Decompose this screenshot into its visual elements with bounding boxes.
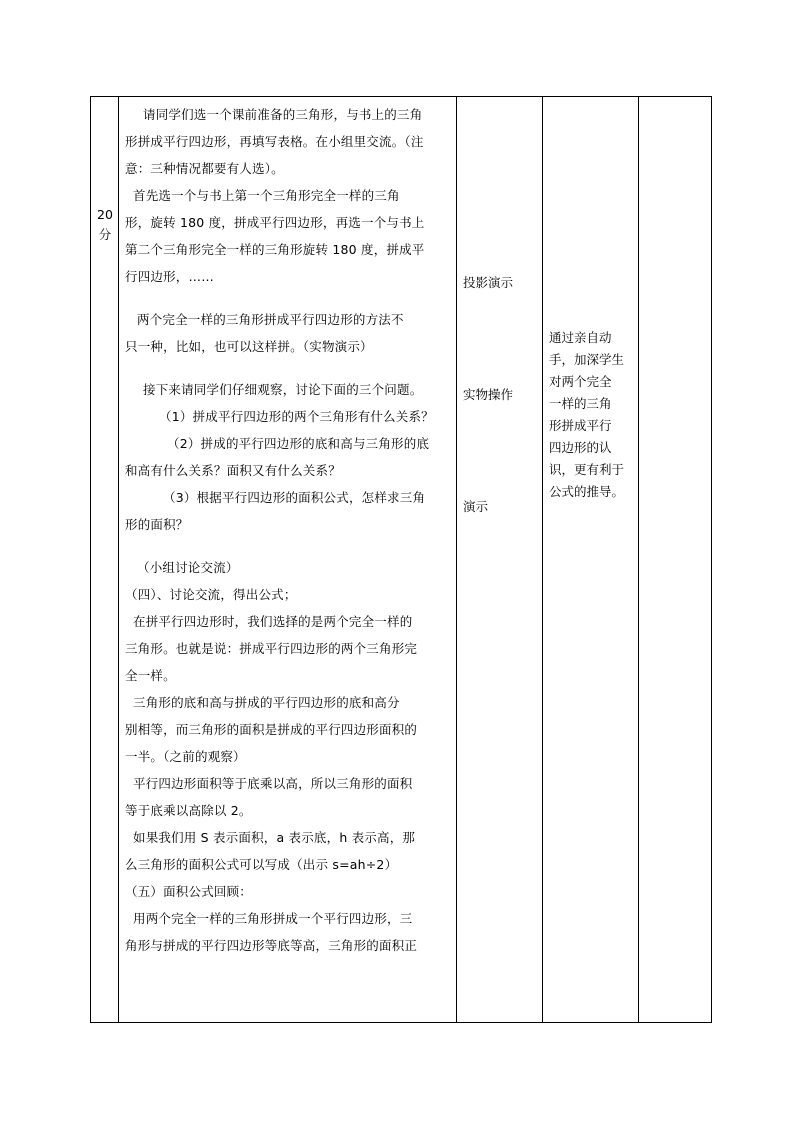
text-line: 等于底乘以高除以 2。 xyxy=(125,803,252,818)
notes-cell xyxy=(639,97,712,1023)
method-demo: 演示 xyxy=(463,499,489,514)
text-line: 两个完全一样的三角形拼成平行四边形的方法不 xyxy=(137,312,404,327)
text-line: 形拼成平行 xyxy=(549,418,612,433)
text-line: 形，旋转 180 度，拼成平行四边形，再选一个与书上 xyxy=(125,215,425,230)
method-projection: 投影演示 xyxy=(463,275,514,290)
table-row xyxy=(91,97,712,1023)
text-line: 首先选一个与书上第一个三角形完全一样的三角 xyxy=(133,188,400,203)
lesson-plan-table xyxy=(90,96,712,1023)
text-line: 接下来请同学们仔细观察，讨论下面的三个问题。 xyxy=(143,382,423,397)
text-line: 意：三种情况都要有人选）。 xyxy=(125,161,284,176)
time-label xyxy=(95,205,115,245)
section-heading: （五）面积公式回顾： xyxy=(125,884,253,899)
time-cell xyxy=(91,97,119,1023)
time-value: 20 xyxy=(97,207,113,222)
text-line: 通过亲自动 xyxy=(549,330,612,345)
text-line: 全一样。 xyxy=(125,668,176,683)
text-line: 公式的推导。 xyxy=(549,484,625,499)
text-line: 第二个三角形完全一样的三角形旋转 180 度，拼成平 xyxy=(125,242,425,257)
text-line: 四边形的认 xyxy=(549,440,612,455)
text-line: 一半。（之前的观察） xyxy=(125,749,246,764)
text-line: 只一种，比如，也可以这样拼。（实物演示） xyxy=(125,339,373,354)
time-unit: 分 xyxy=(98,227,112,242)
question-2: （2）拼成的平行四边形的底和高与三角形的底 xyxy=(167,436,430,451)
text-line: 形拼成平行四边形，再填写表格。在小组里交流。（注 xyxy=(125,134,424,149)
method-physical: 实物操作 xyxy=(463,387,514,402)
text-line: 别相等，而三角形的面积是拼成的平行四边形面积的 xyxy=(125,722,418,737)
design-intent xyxy=(549,327,635,503)
text-line: 角形与拼成的平行四边形等底等高，三角形的面积正 xyxy=(125,938,418,953)
section-heading: （四）、讨论交流，得出公式； xyxy=(125,587,297,602)
text-line: 三角形的底和高与拼成的平行四边形的底和高分 xyxy=(133,695,400,710)
text-line: 在拼平行四边形时，我们选择的是两个完全一样的 xyxy=(133,614,413,629)
text-line: 和高有什么关系？面积又有什么关系？ xyxy=(125,463,341,478)
text-line: 手，加深学生 xyxy=(549,352,625,367)
text-line: 一样的三角 xyxy=(549,396,612,411)
text-line: 请同学们选一个课前准备的三角形，与书上的三角 xyxy=(143,107,423,122)
text-line: 形的面积？ xyxy=(125,517,189,532)
content-cell xyxy=(119,97,457,1023)
text-line: 行四边形，…… xyxy=(125,269,214,284)
text-line: 平行四边形面积等于底乘以高，所以三角形的面积 xyxy=(133,776,413,791)
text-line: 识，更有利于 xyxy=(549,462,625,477)
text-line: 如果我们用 S 表示面积，a 表示底，h 表示高，那 xyxy=(133,830,416,845)
intent-cell xyxy=(543,97,639,1023)
text-line: 对两个完全 xyxy=(549,374,612,389)
text-line: （小组讨论交流） xyxy=(137,560,239,575)
teaching-content xyxy=(125,101,453,959)
text-line: 么三角形的面积公式可以写成（出示 s=ah÷2） xyxy=(125,857,398,872)
text-line: 三角形。也就是说：拼成平行四边形的两个三角形完 xyxy=(125,641,418,656)
text-line: 用两个完全一样的三角形拼成一个平行四边形，三 xyxy=(133,911,413,926)
question-3: （3）根据平行四边形的面积公式，怎样求三角 xyxy=(163,490,426,505)
method-cell xyxy=(457,97,543,1023)
question-1: （1）拼成平行四边形的两个三角形有什么关系？ xyxy=(159,409,434,424)
